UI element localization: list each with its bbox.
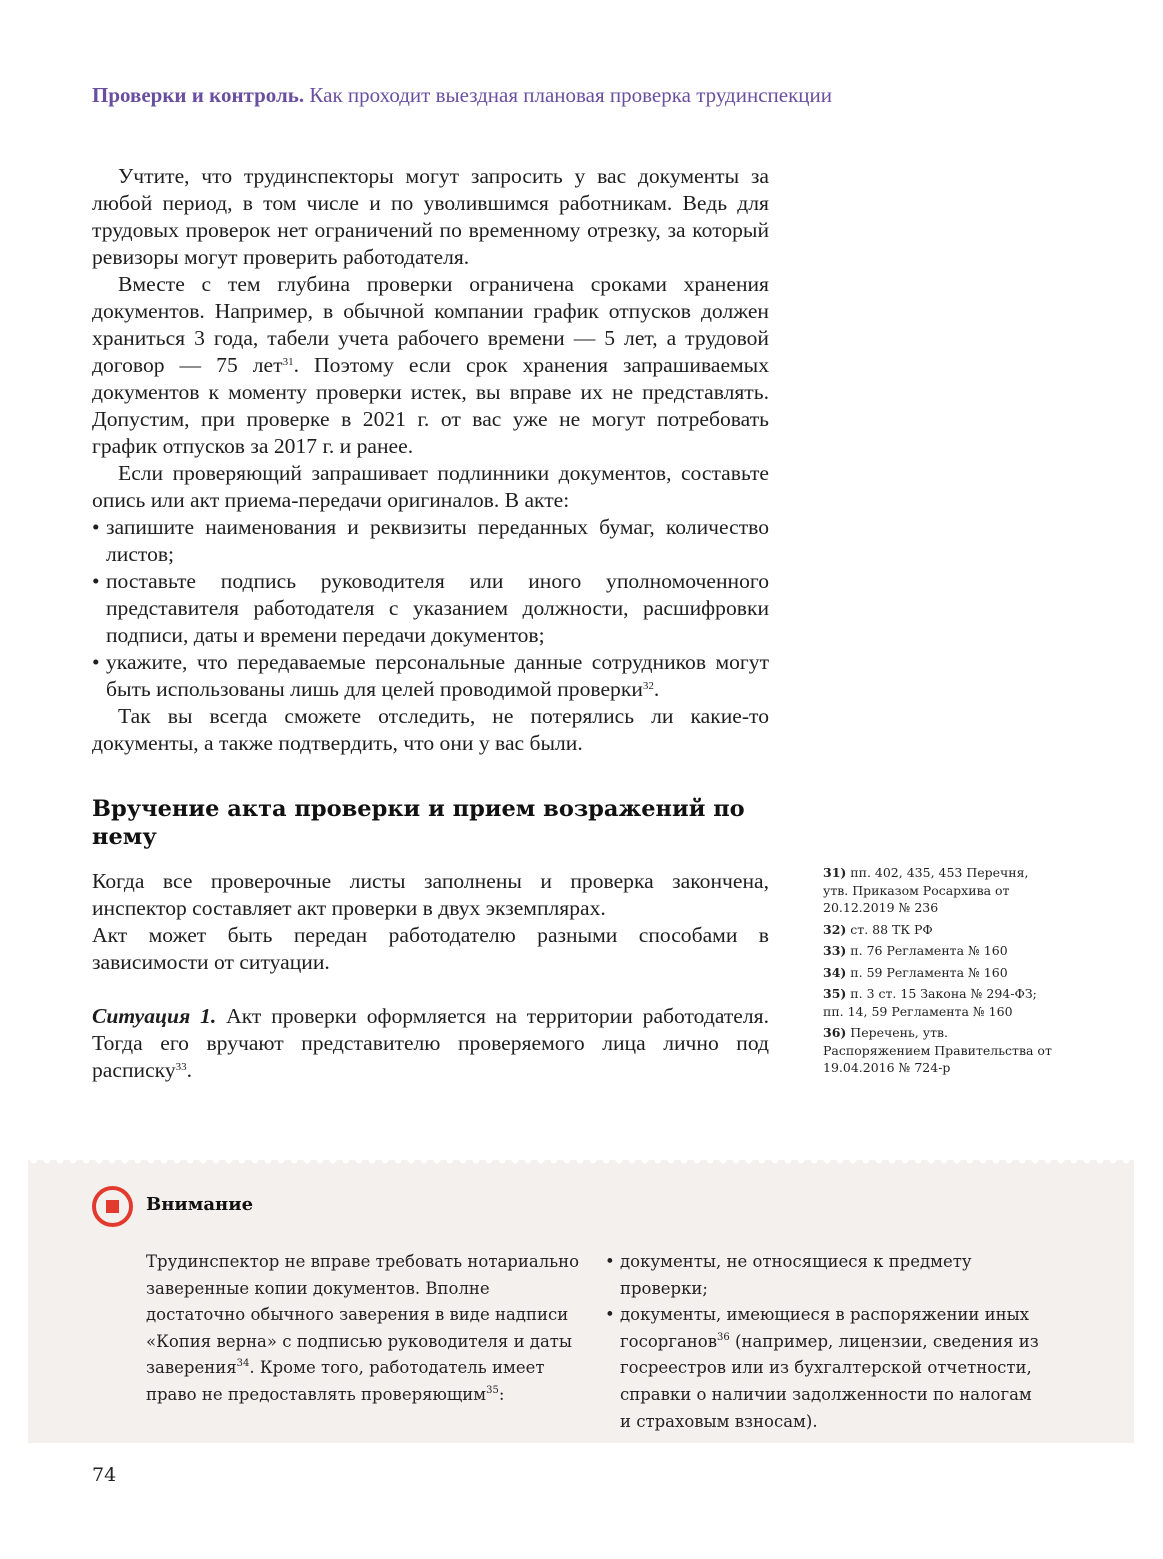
footnote-ref: 34 (236, 1358, 250, 1370)
section-body (92, 868, 769, 1084)
callout-right-column (605, 1249, 1045, 1435)
footnote: 34) п. 59 Регламента № 160 (823, 964, 1008, 980)
stop-circle-icon (92, 1186, 133, 1227)
list-item: • документы, не относящиеся к предмету проверки; (605, 1249, 1045, 1302)
paragraph: Когда все проверочные листы заполнены и проверка закончена, инспектор составляет акт проверки в двух экземплярах. (92, 869, 769, 920)
list-item: • укажите, что передаваемые персональные данные сотрудников могут быть использованы лишь для целей проводимой проверки$^{32}$. (92, 649, 769, 703)
bullet-list (605, 1249, 1045, 1435)
situation-label: Ситуация 1. (92, 1004, 217, 1028)
paragraph: Акт может быть передан работодателю разными способами в зависимости от ситуации. (92, 923, 769, 974)
paragraph: Так вы всегда сможете отследить, не потерялись ли какие-то документы, а также подтвердить, что они у вас были. (92, 704, 769, 755)
list-item: • поставьте подпись руководителя или иного уполномоченного представителя работодателя с указанием должности, расшифровки подписи, даты и времени передачи документов; (92, 568, 769, 649)
footnote-ref: 35 (486, 1384, 499, 1396)
footnote: 35) п. 3 ст. 15 Закона № 294-ФЗ; пп. 14, 59 Регламента № 160 (823, 986, 1037, 1019)
scalloped-edge (28, 1156, 1134, 1164)
running-head-title: Как проходит выездная плановая проверка трудинспекции (309, 83, 833, 107)
footnote: 32) ст. 88 ТК РФ (823, 921, 933, 937)
paragraph: Если проверяющий запрашивает подлинники документов, составьте опись или акт приема-передачи оригиналов. В акте: (92, 461, 769, 512)
footnotes-sidebar (823, 864, 1053, 1081)
list-item: • документы, имеющиеся в распоряжении иных госорганов$^{36}$ (например, лицензии, сведения из госреестров или из бухгалтерской отчетности, справки о наличии задолженности по налогам и страховым взносам). (605, 1302, 1045, 1435)
footnote-ref: 32 (642, 680, 654, 692)
page-number: 74 (92, 1464, 117, 1486)
callout-left-column: Трудинспектор не вправе требовать нотариально заверенные копии документов. Вполне достаточно обычного заверения в виде надписи «Копия верна» с подписью руководителя и даты заверения$^{34}$. Кроме того, работодатель имеет право не предоставлять проверяющим$^{35}$: (146, 1252, 580, 1404)
footnote: 33) п. 76 Регламента № 160 (823, 943, 1008, 958)
callout-title: Внимание (146, 1194, 254, 1215)
footnote: 36) Перечень, утв. Распоряжением Правительства от 19.04.2016 № 724-р (823, 1025, 1052, 1075)
section-heading: Вручение акта проверки и прием возражений по нему (92, 796, 745, 850)
running-head (92, 83, 992, 108)
paragraph: Вместе с тем глубина проверки ограничена сроками хранения документов. Например, в обычной компании график отпусков должен храниться 3 года, табели учета рабочего времени — 5 лет, а трудовой договор — 75 лет$^{31}$. Поэтому если срок хранения запрашиваемых документов к моменту проверки истек, вы вправе их не представлять. Допустим, при проверке в 2021 г. от вас уже не могут потребовать график отпусков за 2017 г. и ранее. (92, 272, 769, 458)
footnote-ref: 33 (175, 1061, 187, 1073)
list-item: • запишите наименования и реквизиты переданных бумаг, количество листов; (92, 514, 769, 568)
running-head-section: Проверки и контроль. (92, 83, 305, 107)
situation-paragraph: Ситуация 1. Акт проверки оформляется на территории работодателя. Тогда его вручают представителю проверяемого лица лично под расписку$^{33}$. (92, 1004, 769, 1082)
paragraph: Учтите, что трудинспекторы могут запросить у вас документы за любой период, в том числе и по уволившимся работникам. Ведь для трудовых проверок нет ограничений по временному отрезку, за который ревизоры могут проверить работодателя. (92, 164, 769, 269)
footnote-ref: 36 (717, 1331, 730, 1343)
main-text-column (92, 163, 769, 757)
footnote-ref: 31 (282, 356, 294, 368)
attention-callout (28, 1160, 1134, 1443)
footnote: 31) пп. 402, 435, 453 Перечня, утв. Приказом Росархива от 20.12.2019 № 236 (823, 865, 1029, 915)
bullet-list (92, 514, 769, 703)
